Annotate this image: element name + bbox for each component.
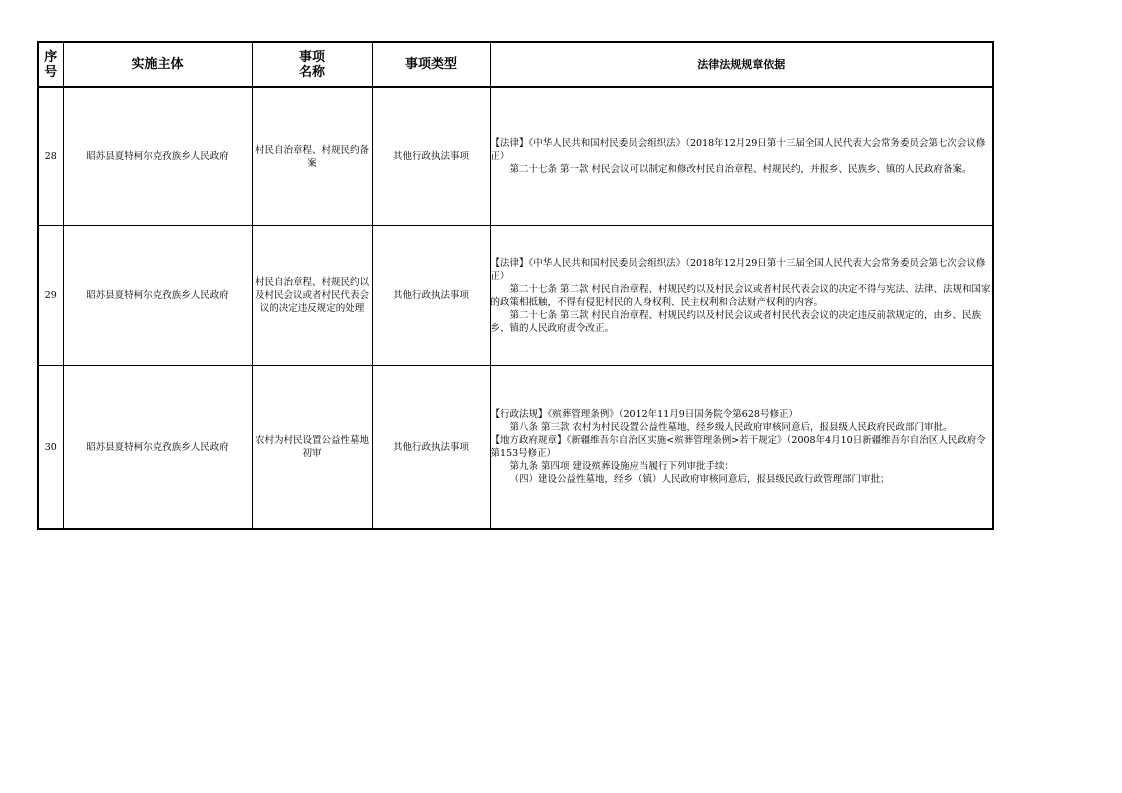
basis-line: 第二十七条 第三款 村民自治章程、村规民约以及村民会议或者村民代表会议的决定违反前款规定的，由乡、民族乡、镇的人民政府责令改正。: [490, 309, 982, 334]
cell-subject: 昭苏县夏特柯尔克孜族乡人民政府: [63, 366, 252, 530]
table-row: [38, 87, 993, 226]
basis-line: 第二十七条 第二款 村民自治章程、村规民约以及村民会议或者村民代表会议的决定不得与宪法、法律、法规和国家的政策相抵触，不得有侵犯村民的人身权利、民主权利和合法财产权利的内容。: [490, 283, 991, 308]
cell-type: 其他行政执法事项: [372, 226, 490, 366]
header-name: 事项 名称: [252, 42, 372, 87]
cell-name: 村民自治章程、村规民约备案: [252, 87, 372, 226]
cell-basis: [490, 87, 993, 226]
basis-line: 【地方政府规章】《新疆维吾尔自治区实施<殡葬管理条例>若干规定》（2008年4月10日新疆维吾尔自治区人民政府令第153号修正）: [490, 435, 986, 459]
basis-line: 【法律】《中华人民共和国村民委员会组织法》（2018年12月29日第十三届全国人民代表大会常务委员会第七次会议修正）: [490, 138, 986, 162]
cell-name: 村民自治章程、村规民约以及村民会议或者村民代表会议的决定违反规定的处理: [252, 226, 372, 366]
header-type: 事项类型: [372, 42, 490, 87]
header-no: 序 号: [38, 42, 63, 87]
header-basis: 法律法规规章依据: [490, 42, 993, 87]
cell-basis: [490, 366, 993, 530]
cell-no: 29: [38, 226, 63, 366]
basis-line: （四）建设公益性墓地，经乡（镇）人民政府审核同意后，报县级民政行政管理部门审批；: [509, 474, 890, 485]
cell-no: 28: [38, 87, 63, 226]
table-row: [38, 366, 993, 530]
cell-basis: [490, 226, 993, 366]
cell-name: 农村为村民设置公益性墓地初审: [252, 366, 372, 530]
cell-no: 30: [38, 366, 63, 530]
basis-line: 第二十七条 第一款 村民会议可以制定和修改村民自治章程、村规民约，并报乡、民族乡、镇的人民政府备案。: [509, 164, 972, 175]
cell-subject: 昭苏县夏特柯尔克孜族乡人民政府: [63, 87, 252, 226]
header-subject: 实施主体: [63, 42, 252, 87]
cell-subject: 昭苏县夏特柯尔克孜族乡人民政府: [63, 226, 252, 366]
matters-table: [37, 41, 994, 530]
basis-line: 【法律】《中华人民共和国村民委员会组织法》（2018年12月29日第十三届全国人民代表大会常务委员会第七次会议修正）: [490, 257, 986, 282]
table-row: [38, 226, 993, 366]
basis-line: 第八条 第三款 农村为村民设置公益性墓地，经乡级人民政府审核同意后，报县级人民政府民政部门审批。: [509, 422, 953, 433]
basis-line: 【行政法规】《殡葬管理条例》（2012年11月9日国务院令第628号修正）: [490, 409, 798, 420]
basis-line: 第九条 第四项 建设殡葬设施应当履行下列审批手续：: [509, 461, 735, 472]
cell-type: 其他行政执法事项: [372, 87, 490, 226]
table-header-row: [38, 42, 993, 87]
cell-type: 其他行政执法事项: [372, 366, 490, 530]
